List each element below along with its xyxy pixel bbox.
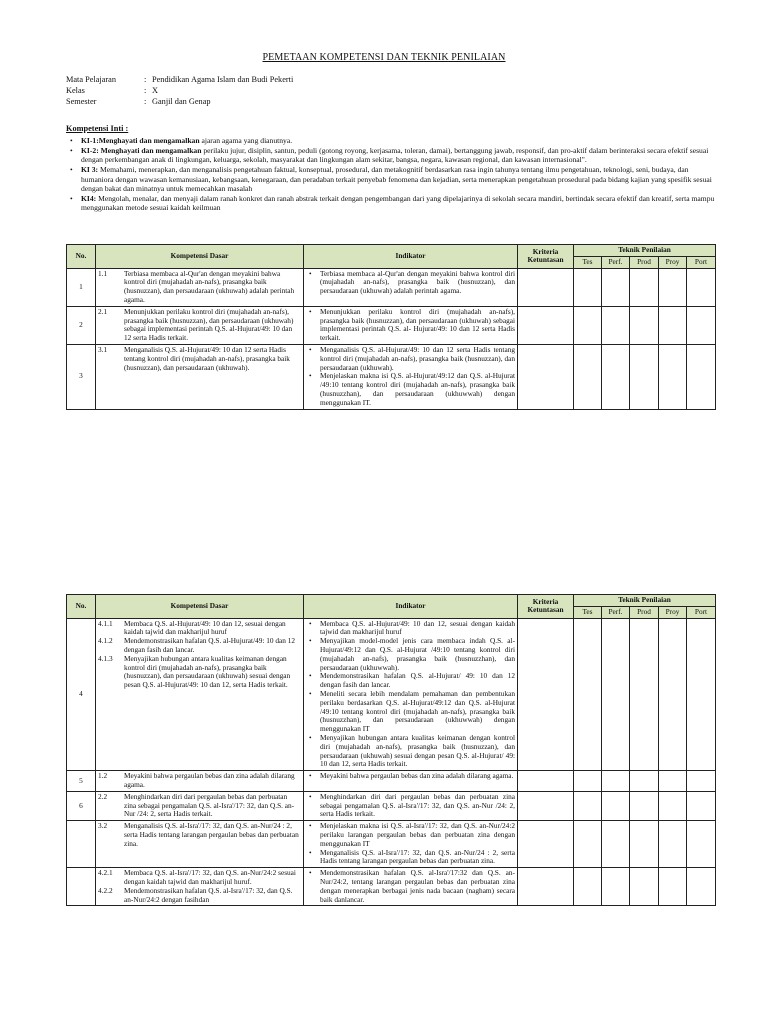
indikator-item: • Menganalisis Q.S. al-Isra'/17: 32, dan Q.S. an-Nur/24 : 2, serta Hadis tentang larangan pergaulan bebas dan perbuatan zina. [306, 849, 515, 867]
ki-text: ajaran agama yang dianutnya. [199, 136, 293, 145]
indikator-item: • Menyajikan hubungan antara kualitas keimanan dengan kontrol diri (mujahadah an-nafs), prasangka baik (husnuzzan), dan persaudaraan (ukhuwah) sesuai dengan pesan Q.S. al-Hujurat/ 49: 10 dan 12, serta Hadis terkait. [306, 734, 515, 769]
table-row [67, 821, 716, 868]
meta-value: Ganjil dan Genap [152, 97, 211, 106]
page-title: PEMETAAN KOMPETENSI DAN TEKNIK PENILAIAN [262, 52, 506, 63]
table-header [67, 245, 716, 269]
header-indikator: Indikator [304, 595, 518, 619]
header-sub-port: Port [687, 256, 716, 268]
kompetensi-dasar-cell [96, 344, 304, 409]
port-cell [687, 618, 716, 771]
indikator-cell [304, 306, 518, 344]
kd-text: Membaca Q.S. al-Isra'/17: 32, dan Q.S. an-Nur/24:2 sesuai dengan kaidah tajwid dan makharijul huruf. [124, 868, 296, 886]
kriteria-cell [518, 791, 574, 820]
kd-text: Mendemonstrasikan hafalan Q.S. al-Hujurat/49: 10 dan 12 dengan fasih dan lancar. [124, 636, 296, 654]
indikator-cell [304, 821, 518, 868]
kd-number: 4.1.2 [98, 636, 113, 646]
kriteria-cell [518, 771, 574, 792]
kd-item [98, 346, 301, 372]
kd-text: Terbiasa membaca al-Qur'an dengan meyakini bahwa kontrol diri (mujahadah an-nafs), prasangka baik (husnuzzan), dan persaudaraan (ukhuwah) adalah perintah agama. [124, 268, 295, 304]
perf-cell [602, 868, 630, 906]
ki-text: perilaku jujur, disiplin, santun, peduli (gotong royong, kerjasama, toleran, damai), bertanggung jawab, responsif, dan pro-aktif dalam berinteraksi secara efektif sesuai dengan perkembangan anak di lingkungan, keluarga, sekolah, masyarakat dan lingkungan alam sekitar, bangsa, negara, kawasan regional, dan kawasan internasional". [81, 145, 709, 165]
kd-item [98, 620, 301, 638]
indikator-item: • Menyajikan model-model jenis cara membaca indah Q.S. al-Hujurat/49:12 dan Q.S. al-Hujurat /49:10 tentang kontrol diri (mujahadah an-nafs), prasangka baik (husnuzzhan), dan persaudaraan (ukhuwwah). [306, 637, 515, 672]
kd-item [98, 655, 301, 690]
meta-colon: : [144, 97, 147, 106]
header-indikator: Indikator [304, 245, 518, 269]
header-kriteria: Kriteria Ketuntasan [518, 245, 574, 269]
kd-text: Menganalisis Q.S. al-Hujurat/49: 10 dan 12 serta Hadis tentang kontrol diri (mujahadah an-nafs), prasangka baik (husnuzzan), dan persaudaraan (ukhuwah). [124, 344, 290, 372]
tes-cell [574, 618, 602, 771]
header-sub-prod: Prod [630, 256, 659, 268]
row-number [67, 868, 96, 906]
header-no: No. [67, 245, 96, 269]
table-row [67, 618, 716, 771]
indikator-cell [304, 344, 518, 409]
kd-text: Menyajikan hubungan antara kualitas keimanan dengan kontrol diri (mujahadah an-nafs), prasangka baik (husnuzzan), dan persaudaraan (ukhuwah) sesuai dengan pesan Q.S. al-Hujurat/49: 10 dan 12, serta Hadis terkait. [124, 653, 291, 690]
table-header [67, 595, 716, 619]
indikator-item: • Menghindarkan diri dari pergaulan bebas dan perbuatan zina sebagai pengamalan Q.S. al-Isra'/17: 32, dan Q.S. an-Nur /24: 2, serta Hadis terkait. [306, 793, 515, 819]
kompetensi-dasar-cell [96, 821, 304, 868]
kd-number: 1.2 [98, 771, 108, 781]
proy-cell [659, 771, 687, 792]
table-row [67, 868, 716, 906]
proy-cell [659, 306, 687, 344]
indikator-cell [304, 771, 518, 792]
prod-cell [630, 771, 659, 792]
kompetensi-dasar-cell [96, 306, 304, 344]
kd-item [98, 822, 301, 848]
row-number: 6 [67, 791, 96, 820]
row-number: 4 [67, 618, 96, 771]
subject-info [66, 74, 293, 107]
competency-table-2 [66, 594, 716, 906]
indikator-cell [304, 791, 518, 820]
indikator-item: • Mendemonstrasikan hafalan Q.S. al-Hujurat/ 49: 10 dan 12 dengan fasih dan lancar. [306, 672, 515, 690]
meta-row [66, 74, 293, 85]
meta-value: Pendidikan Agama Islam dan Budi Pekerti [152, 75, 294, 84]
meta-label: Kelas [66, 86, 85, 95]
kd-text: Menghindarkan diri dari pergaulan bebas dan perbuatan zina sebagai pengamalan Q.S. al-Isra'/17: 32, dan Q.S. an-Nur /24: 2, serta Hadis terkait. [124, 791, 295, 819]
indikator-item: • Menunjukkan perilaku kontrol diri (mujahadah an-nafs), prasangka baik (husnuzzan), dan persaudaraan (ukhuwah) sebagai implementasi perintah Q.S. al- Hujurat/49: 10 dan 12 serta Hadis terkait. [306, 308, 515, 343]
indikator-item: • Menjelaskan makna isi Q.S. al-Isra'/17: 32, dan Q.S. an-Nur/24:2 perilaku larangan pergaulan bebas dan perbuatan zina dengan menggunakan IT [306, 822, 515, 848]
header-kriteria: Kriteria Ketuntasan [518, 595, 574, 619]
kd-item [98, 308, 301, 343]
kriteria-cell [518, 868, 574, 906]
header-kompetensi-dasar: Kompetensi Dasar [96, 245, 304, 269]
header-teknik-penilaian: Teknik Penilaian [574, 245, 716, 257]
meta-colon: : [144, 86, 147, 95]
meta-row [66, 85, 293, 96]
kd-number: 4.1.1 [98, 618, 113, 628]
tes-cell [574, 306, 602, 344]
indikator-cell [304, 268, 518, 306]
perf-cell [602, 268, 630, 306]
header-sub-perf: Perf. [602, 606, 630, 618]
kd-number: 2.1 [98, 306, 108, 316]
row-number: 1 [67, 268, 96, 306]
row-number: 2 [67, 306, 96, 344]
kriteria-cell [518, 344, 574, 409]
kd-number: 4.2.2 [98, 885, 113, 895]
header-sub-port: Port [687, 606, 716, 618]
row-number [67, 821, 96, 868]
proy-cell [659, 821, 687, 868]
proy-cell [659, 791, 687, 820]
proy-cell [659, 868, 687, 906]
kd-number: 3.2 [98, 821, 108, 831]
header-sub-perf: Perf. [602, 256, 630, 268]
tes-cell [574, 771, 602, 792]
perf-cell [602, 306, 630, 344]
meta-label: Semester [66, 97, 97, 106]
prod-cell [630, 268, 659, 306]
kriteria-cell [518, 821, 574, 868]
header-teknik-penilaian: Teknik Penilaian [574, 595, 716, 607]
tes-cell [574, 791, 602, 820]
kd-text: Meyakini bahwa pergaulan bebas dan zina adalah dilarang agama. [124, 771, 295, 789]
indikator-cell [304, 868, 518, 906]
perf-cell [602, 791, 630, 820]
header-sub-proy: Proy [659, 256, 687, 268]
header-sub-prod: Prod [630, 606, 659, 618]
meta-label: Mata Pelajaran [66, 75, 116, 84]
perf-cell [602, 618, 630, 771]
port-cell [687, 791, 716, 820]
header-sub-tes: Tes [574, 606, 602, 618]
port-cell [687, 771, 716, 792]
ki-label: KI 3: [81, 165, 99, 175]
port-cell [687, 344, 716, 409]
kompetensi-dasar-cell [96, 868, 304, 906]
kompetensi-dasar-cell [96, 268, 304, 306]
table-row [67, 344, 716, 409]
header-kompetensi-dasar: Kompetensi Dasar [96, 595, 304, 619]
kriteria-cell [518, 306, 574, 344]
ki-label: KI4: [81, 193, 97, 203]
ki-label: KI-2: Menghayati dan mengamalkan [81, 145, 202, 155]
table-row [67, 268, 716, 306]
kd-item [98, 637, 301, 655]
ki-item [66, 136, 716, 145]
kd-number: 1.1 [98, 268, 108, 278]
header-sub-tes: Tes [574, 256, 602, 268]
proy-cell [659, 618, 687, 771]
tes-cell [574, 868, 602, 906]
kompetensi-dasar-cell [96, 771, 304, 792]
port-cell [687, 306, 716, 344]
prod-cell [630, 618, 659, 771]
ki-item [66, 194, 716, 213]
prod-cell [630, 344, 659, 409]
indikator-item: • Menganalisis Q.S. al-Hujurat/49: 10 dan 12 serta Hadis tentang kontrol diri (mujahadah an-nafs), prasangka baik (husnuzzan), dan persaudaraan (ukhuwah). [306, 346, 515, 372]
ki-item [66, 146, 716, 165]
table-row [67, 306, 716, 344]
prod-cell [630, 306, 659, 344]
tes-cell [574, 344, 602, 409]
indikator-item: • Meneliti secara lebih mendalam pemahaman dan pembentukan perilaku berdasarkan Q.S. al-Hujurat/49:12 dan Q.S. al-Hujurat /49:10 tentang kontrol diri (mujahadah an-nafs), prasangka baik (husnuzzhan), dan persaudaraan (ukhuwwah) dengan menggunakan IT [306, 690, 515, 734]
tes-cell [574, 821, 602, 868]
port-cell [687, 821, 716, 868]
kompetensi-dasar-cell [96, 618, 304, 771]
prod-cell [630, 868, 659, 906]
ki-label: KI-1:Menghayati dan mengamalkan [81, 136, 200, 145]
kd-text: Mendemonstrasikan hafalan Q.S. al-Isra'/17: 32, dan Q.S. an-Nur/24:2 dengan fasihdan [124, 885, 293, 904]
proy-cell [659, 344, 687, 409]
indikator-item: • Menjelaskan makna isi Q.S. al-Hujurat/49:12 dan Q.S. al-Hujurat /49:10 tentang kontrol diri (mujahadah an-nafs), prasangka baik (husnuzzhan), dan persaudaraan (ukhuwwah) dengan menggunakan IT. [306, 372, 515, 407]
table-row [67, 771, 716, 792]
ki-heading: Kompetensi Inti : [66, 124, 129, 133]
tes-cell [574, 268, 602, 306]
prod-cell [630, 791, 659, 820]
kd-item [98, 270, 301, 305]
meta-value: X [152, 86, 158, 95]
perf-cell [602, 344, 630, 409]
kriteria-cell [518, 268, 574, 306]
header-sub-proy: Proy [659, 606, 687, 618]
kompetensi-dasar-cell [96, 791, 304, 820]
kd-text: Membaca Q.S. al-Hujurat/49: 10 dan 12, sesuai dengan kaidah tajwid dan makharijul huruf [124, 618, 286, 637]
prod-cell [630, 821, 659, 868]
indikator-item: • Meyakini bahwa pergaulan bebas dan zina adalah dilarang agama. [306, 772, 515, 781]
kd-number: 2.2 [98, 791, 108, 801]
kd-number: 4.2.1 [98, 868, 113, 878]
ki-text: Mengolah, menalar, dan menyaji dalam ranah konkret dan ranah abstrak terkait dengan pengembangan dari yang dipelajarinya di sekolah secara mandiri, bertindak secara efektif dan kreatif, serta mampu menggunakan metode sesuai kaidah keilmuan [81, 193, 715, 213]
perf-cell [602, 771, 630, 792]
kd-item [98, 772, 301, 790]
indikator-item: • Terbiasa membaca al-Qur'an dengan meyakini bahwa kontrol diri (mujahadah an-nafs), prasangka baik (husnuzzan), dan persaudaraan (ukhuwah) adalah perintah agama. [306, 270, 515, 296]
meta-colon: : [144, 75, 147, 84]
kd-number: 4.1.3 [98, 653, 113, 663]
row-number: 5 [67, 771, 96, 792]
header-no: No. [67, 595, 96, 619]
proy-cell [659, 268, 687, 306]
indikator-cell [304, 618, 518, 771]
kd-number: 3.1 [98, 344, 108, 354]
perf-cell [602, 821, 630, 868]
row-number: 3 [67, 344, 96, 409]
table-row [67, 791, 716, 820]
kriteria-cell [518, 618, 574, 771]
kd-item [98, 887, 301, 905]
kd-item [98, 793, 301, 819]
ki-list [66, 136, 716, 213]
indikator-item: • Mendemonstrasikan hafalan Q.S. al-Isra'/17:32 dan Q.S. an-Nur/24:2, tentang larangan pergaulan bebas dan perbuatan zina dengan menerapkan berbagai jenis nada bacaan (nagham) secara baik danlancar. [306, 869, 515, 904]
kd-text: Menganalisis Q.S. al-Isra'/17: 32, dan Q.S. an-Nur/24 : 2, serta Hadis tentang larangan pergaulan bebas dan perbuatan zina. [124, 821, 299, 848]
port-cell [687, 268, 716, 306]
kd-item [98, 869, 301, 887]
competency-table-1 [66, 244, 716, 410]
kd-text: Menunjukkan perilaku kontrol diri (mujahadah an-nafs), prasangka baik (husnuzzan), dan persaudaraan (ukhuwah) sebagai implementasi perintah Q.S. al-Hujurat/49: 10 dan 12 serta Hadis terkait. [124, 306, 294, 343]
meta-row [66, 96, 293, 107]
port-cell [687, 868, 716, 906]
ki-text: Memahami, menerapkan, dan menganalisis pengetahuan faktual, konseptual, prosedural, dan metakognitif berdasarkan rasa ingin tahunya tentang ilmu pengetahuan, teknologi, seni, budaya, dan humaniora dengan wawasan kemanusiaan, kebangsaan, kenegaraan, dan peradaban terkait penyebab fenomena dan kejadian, serta menerapkan pengetahuan prosedural pada bidang kajian yang spesifik sesuai dengan bakat dan minatnya untuk memecahkan masalah [81, 165, 712, 194]
indikator-item: • Membaca Q.S. al-Hujurat/49: 10 dan 12, sesuai dengan kaidah tajwid dan makharijul huruf [306, 620, 515, 638]
ki-item [66, 165, 716, 193]
